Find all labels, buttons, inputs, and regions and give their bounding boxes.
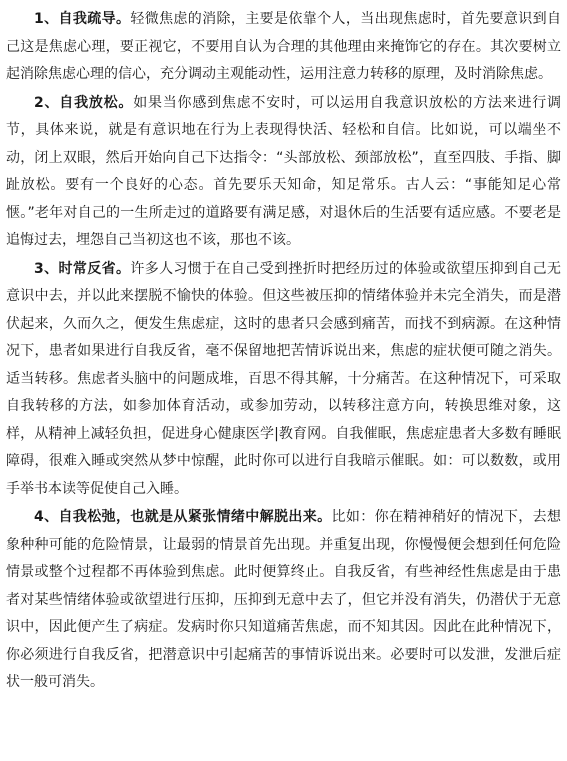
paragraph-self-relaxation (6, 90, 561, 255)
paragraph-text: 许多人习惯于在自己受到挫折时把经历过的体验或欲望压抑到自己无意识中去，并以此来摆脱不愉快的体验。但这些被压抑的情绪体验并未完全消失，而是潜伏起来，久而久之，便发生焦虑症，这时的患者只会感到痛苦，而找不到病源。在这种情况下，患者如果进行自我反省，毫不保留地把苦情诉说出来，焦虑的症状便可随之消失。适当转移。焦虑者头脑中的问题成堆，百思不得其解，十分痛苦。在这种情况下，可采取自我转移的方法，如参加体育活动，或参加劳动，以转移注意方向，转换思维对象，这样，从精神上减轻负担，促进身心健康医学|教育网。自我催眠，焦虑症患者大多数有睡眠障碍，很难入睡或突然从梦中惊醒，此时你可以进行自我暗示催眠。如：可以数数，或用手举书本读等促使自己入睡。 (6, 260, 561, 497)
heading-self-release: 4、自我松弛，也就是从紧张情绪中解脱出来。 (34, 509, 332, 525)
paragraph-text: 比如：你在精神稍好的情况下，去想象种种可能的危险情景，让最弱的情景首先出现。并重复出现，你慢慢便会想到任何危险情景或整个过程都不再体验到焦虑。此时便算终止。自我反省，有些神经性焦虑是由于患者对某些情绪体验或欲望进行压抑，压抑到无意中去了，但它并没有消失，仍潜伏于无意识中，因此便产生了病症。发病时你只知道痛苦焦虑，而不知其因。因此在此种情况下，你必须进行自我反省，把潜意识中引起痛苦的事情诉说出来。必要时可以发泄，发泄后症状一般可消失。 (6, 509, 562, 690)
paragraph-self-guidance (6, 6, 561, 89)
paragraph-self-reflection (6, 256, 561, 504)
paragraph-text: 轻微焦虑的消除，主要是依靠个人，当出现焦虑时，首先要意识到自己这是焦虑心理，要正视它，不要用自认为合理的其他理由来掩饰它的存在。其次要树立起消除焦虑心理的信心，充分调动主观能动性，运用注意力转移的原理，及时消除焦虑。 (6, 11, 561, 82)
paragraph-self-release (6, 504, 561, 697)
heading-self-reflection: 3、时常反省。 (34, 260, 131, 277)
heading-self-relaxation: 2、自我放松。 (34, 94, 134, 111)
paragraph-text: 如果当你感到焦虑不安时，可以运用自我意识放松的方法来进行调节，具体来说，就是有意识地在行为上表现得快活、轻松和自信。比如说，可以端坐不动，闭上双眼，然后开始向自己下达指令：“头部放松、颈部放松”，直至四肢、手指、脚趾放松。要有一个良好的心态。首先要乐天知命，知足常乐。古人云：“事能知足心常惬。”老年对自己的一生所走过的道路要有满足感，对退休后的生活要有适应感。不要老是追悔过去，埋怨自己当初这也不该，那也不该。 (6, 94, 562, 248)
heading-self-guidance: 1、自我疏导。 (34, 11, 131, 27)
